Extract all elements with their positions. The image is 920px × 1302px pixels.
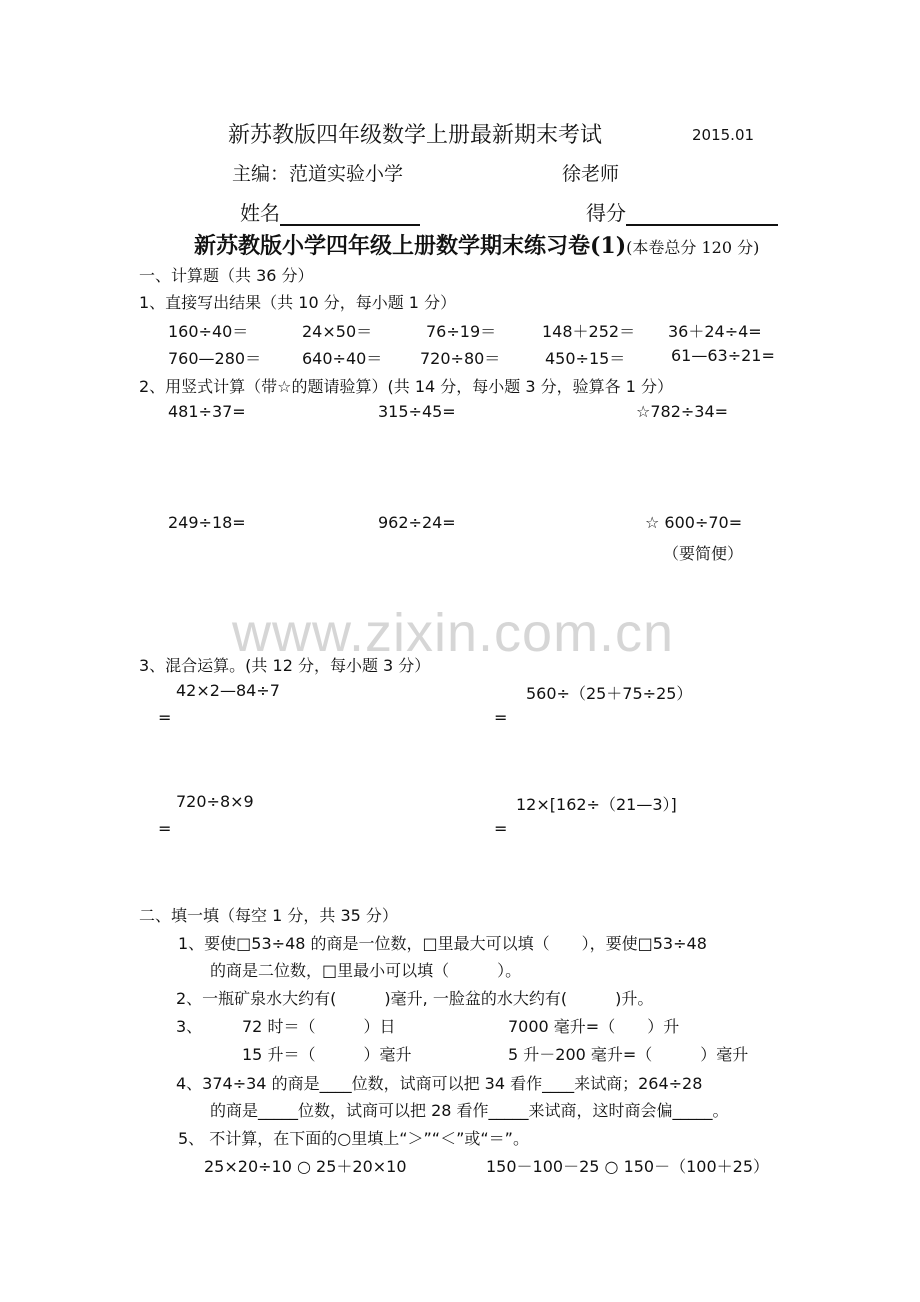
s2-q3-item: 5 升－200 毫升=（ ）毫升 xyxy=(508,1045,749,1064)
q1-item: 148＋252＝ xyxy=(542,322,636,341)
s2-q1-line1: 1、要使□53÷48 的商是一位数，□里最大可以填（ ），要使□53÷48 xyxy=(178,934,707,953)
q2-item: 481÷37= xyxy=(168,402,246,421)
equals-sign: = xyxy=(494,819,508,838)
q1-item: 76÷19＝ xyxy=(426,322,497,341)
q1-item: 450÷15＝ xyxy=(545,349,626,368)
section2-title: 二、填一填（每空 1 分，共 35 分） xyxy=(139,906,398,925)
q3-item: 720÷8×9 xyxy=(176,792,254,811)
watermark: www.zixin.com.cn xyxy=(232,603,675,663)
q3-item: 12×[162÷（21—3）] xyxy=(516,795,677,814)
q1-item: 24×50＝ xyxy=(302,322,373,341)
s2-q5-title: 5、 不计算，在下面的○里填上“＞”“＜”或“＝”。 xyxy=(178,1129,529,1148)
s2-q4-line2: 的商是_____位数，试商可以把 28 看作_____来试商，这时商会偏_____。 xyxy=(210,1101,729,1120)
s2-q3-label: 3、 xyxy=(176,1017,203,1036)
equals-sign: = xyxy=(158,819,172,838)
q2-title: 2、用竖式计算（带☆的题请验算）(共 14 分，每小题 3 分，验算各 1 分） xyxy=(139,377,674,396)
q1-item: 61—63÷21= xyxy=(671,346,775,365)
q2-item: ☆782÷34= xyxy=(636,402,729,421)
q1-title: 1、直接写出结果（共 10 分，每小题 1 分） xyxy=(139,293,457,312)
q1-item: 640÷40＝ xyxy=(302,349,383,368)
equals-sign: = xyxy=(494,708,508,727)
q1-item: 36＋24÷4= xyxy=(668,322,762,341)
section1-title: 一、计算题（共 36 分） xyxy=(139,266,314,285)
q1-item: 760—280＝ xyxy=(168,349,262,368)
q2-item: ☆ 600÷70= xyxy=(645,513,743,532)
editor-label: 主编：范道实验小学 xyxy=(232,163,404,185)
s2-q1-line2: 的商是二位数，□里最小可以填（ ）。 xyxy=(210,961,522,980)
score-blank[interactable] xyxy=(626,204,778,226)
paper-title: 新苏教版小学四年级上册数学期末练习卷(1) xyxy=(194,233,627,259)
name-label: 姓名 xyxy=(240,201,280,225)
s2-q5-item: 150－100－25 ○ 150－（100＋25） xyxy=(486,1157,770,1176)
paper-title-row xyxy=(194,229,759,260)
s2-q3-item: 7000 毫升=（ ）升 xyxy=(508,1017,680,1036)
q3-item: 42×2—84÷7 xyxy=(176,681,280,700)
q2-item: 249÷18= xyxy=(168,513,246,532)
q2-item: 962÷24= xyxy=(378,513,456,532)
s2-q2: 2、一瓶矿泉水大约有( )毫升, 一脸盆的水大约有( )升。 xyxy=(176,989,654,1008)
score-field[interactable] xyxy=(586,197,778,226)
q2-item: 315÷45= xyxy=(378,402,456,421)
q1-item: 720÷80＝ xyxy=(420,349,501,368)
equals-sign: = xyxy=(158,708,172,727)
teacher-name: 徐老师 xyxy=(562,163,620,185)
name-blank[interactable] xyxy=(280,204,420,226)
s2-q3-item: 72 时＝（ ）日 xyxy=(242,1017,396,1036)
exam-title: 新苏教版四年级数学上册最新期末考试 xyxy=(228,123,603,148)
q2-note: （要简便） xyxy=(663,544,744,563)
q1-item: 160÷40＝ xyxy=(168,322,249,341)
s2-q5-item: 25×20÷10 ○ 25＋20×10 xyxy=(204,1157,407,1176)
q3-title: 3、混合运算。(共 12 分，每小题 3 分） xyxy=(139,656,431,675)
q3-item: 560÷（25＋75÷25） xyxy=(526,684,693,703)
exam-date: 2015.01 xyxy=(692,126,755,144)
s2-q4-line1: 4、374÷34 的商是____位数，试商可以把 34 看作____来试商；264÷28 xyxy=(176,1074,703,1093)
score-label: 得分 xyxy=(586,201,626,225)
total-score-note: (本卷总分 120 分) xyxy=(626,238,760,257)
name-field[interactable] xyxy=(240,197,420,226)
s2-q3-item: 15 升＝（ ）毫升 xyxy=(242,1045,412,1064)
